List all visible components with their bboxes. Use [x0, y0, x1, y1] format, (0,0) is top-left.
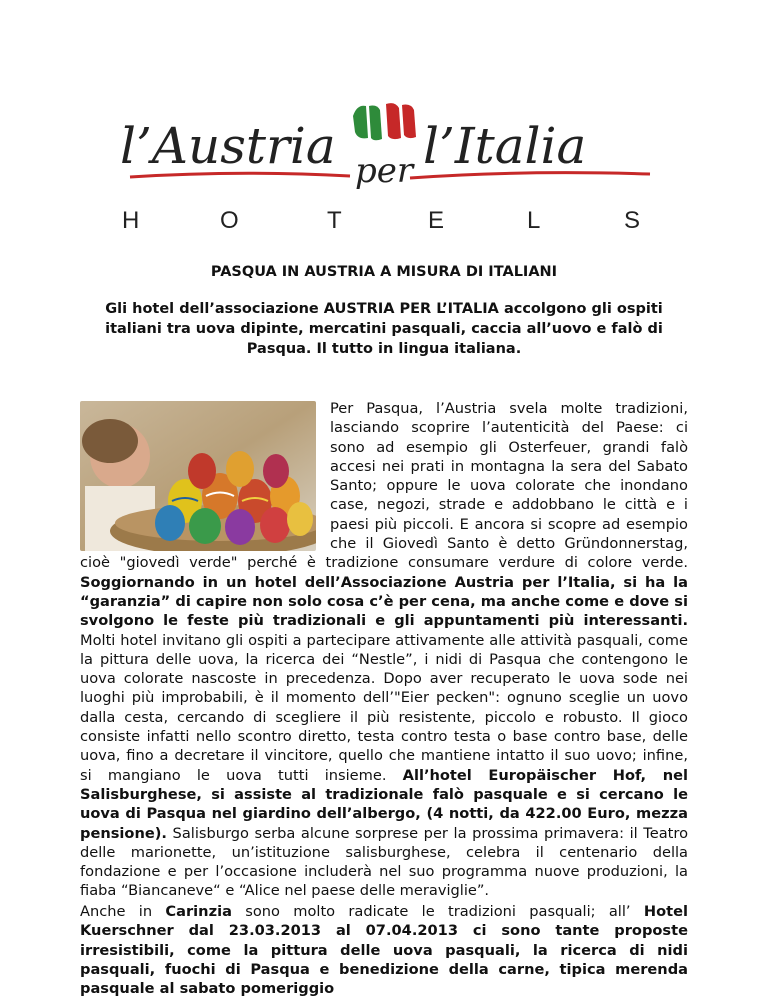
paragraph-1-text: Per Pasqua, l’Austria svela molte tradizioni, lasciando scoprire l’autenticità del Paese: ci sono ad esempio gli Osterfeuer, grandi falò accesi nei prati in montagna la sera del Sabato Santo; oppure le uova colorate che inondano case, negozi, strade e addobbano le città e i paesi più piccoli. E ancora si scopre ad esempio che il Giovedì Santo è detto Gründonnerstag, cioè "giovedì verde" perché è tradizione consumare verdure di colore verde. — [80, 400, 688, 572]
paragraph-1-text: Salisburgo serba alcune sorprese per la prossima primavera: il Teatro delle marionette, un’istituzione salisburghese, celebra il centenario della fondazione e per l’occasione includerà nel suo programma nuove produzioni, la fiaba “Biancaneve“ e “Alice nel paese delle meraviglie”. — [80, 824, 688, 900]
paragraph-2-text: Anche in — [80, 903, 166, 920]
easter-eggs-photo — [80, 401, 316, 551]
paragraph-2 — [80, 902, 688, 998]
paragraph-1 — [80, 399, 688, 901]
logo-text-mid: per — [355, 151, 414, 191]
paragraph-2-text: sono molto radicate le tradizioni pasquali; all’ — [231, 903, 644, 920]
logo-letter: S — [624, 207, 641, 234]
paragraph-1-bold: Soggiornando in un hotel dell’Associazione Austria per l’Italia, si ha la “garanzia” di capire non solo cosa c’è per cena, ma anche come e dove si svolgono le feste più tradizionali e gli appuntamenti più interessanti. — [80, 573, 688, 630]
swoosh-left — [130, 173, 350, 177]
logo-letter: T — [327, 207, 342, 234]
logo-hotels-word — [122, 207, 640, 234]
logo-letter: H — [122, 207, 140, 234]
document-subtitle: Gli hotel dell’associazione AUSTRIA PER L’ITALIA accolgono gli ospiti italiani tra uova dipinte, mercatini pasquali, caccia all’uovo e falò di Pasqua. Il tutto in lingua italiana. — [105, 301, 663, 357]
logo-text-right: l’Italia — [423, 117, 587, 175]
paragraph-1-text: Molti hotel invitano gli ospiti a partecipare attivamente alle attività pasquali, come la pittura delle uova, la ricerca dei “Nestle”, i nidi di Pasqua che contengono le uova colorate nascoste in precedenza. Dopo aver recuperato le uova sode nei luoghi più improbabili, è il momento dell’"Eier pecken": ognuno sceglie un uovo dalla cesta, cercando di scegliere il più resistente, piccolo e robusto. Il gioco consiste infatti nello scontro diretto, testa contro testa o base contro base, delle uova, fino a decretare il vincitore, quello che mantiene intatto il suo uovo; infine, si mangiano le uova tutti insieme. — [80, 631, 688, 784]
paragraph-2-bold: Carinzia — [165, 903, 232, 920]
logo-text-left: l’Austria — [120, 117, 336, 175]
logo-artwork — [0, 0, 768, 245]
logo-letter: E — [428, 207, 445, 234]
logo-letter: L — [527, 207, 541, 234]
flag-icon — [353, 103, 416, 140]
paragraph-1-bold: All’hotel Europäischer Hof, nel Salisburghese, si assiste al tradizionale falò pasquale e si cercano le uova di Pasqua nel giardino dell’albergo, (4 notti, da 422.00 Euro, mezza pensione). — [80, 766, 688, 842]
hotel-logo — [0, 0, 768, 245]
document-title: PASQUA IN AUSTRIA A MISURA DI ITALIANI — [210, 264, 558, 280]
logo-letter: O — [220, 207, 239, 234]
paragraph-2-bold: Hotel Kuerschner dal 23.03.2013 al 07.04.2013 ci sono tante proposte irresistibili, come la pittura delle uova pasquali, la ricerca di nidi pasquali, fuochi di Pasqua e benedizione della carne, tipica merenda pasquale al sabato pomeriggio — [80, 903, 688, 998]
